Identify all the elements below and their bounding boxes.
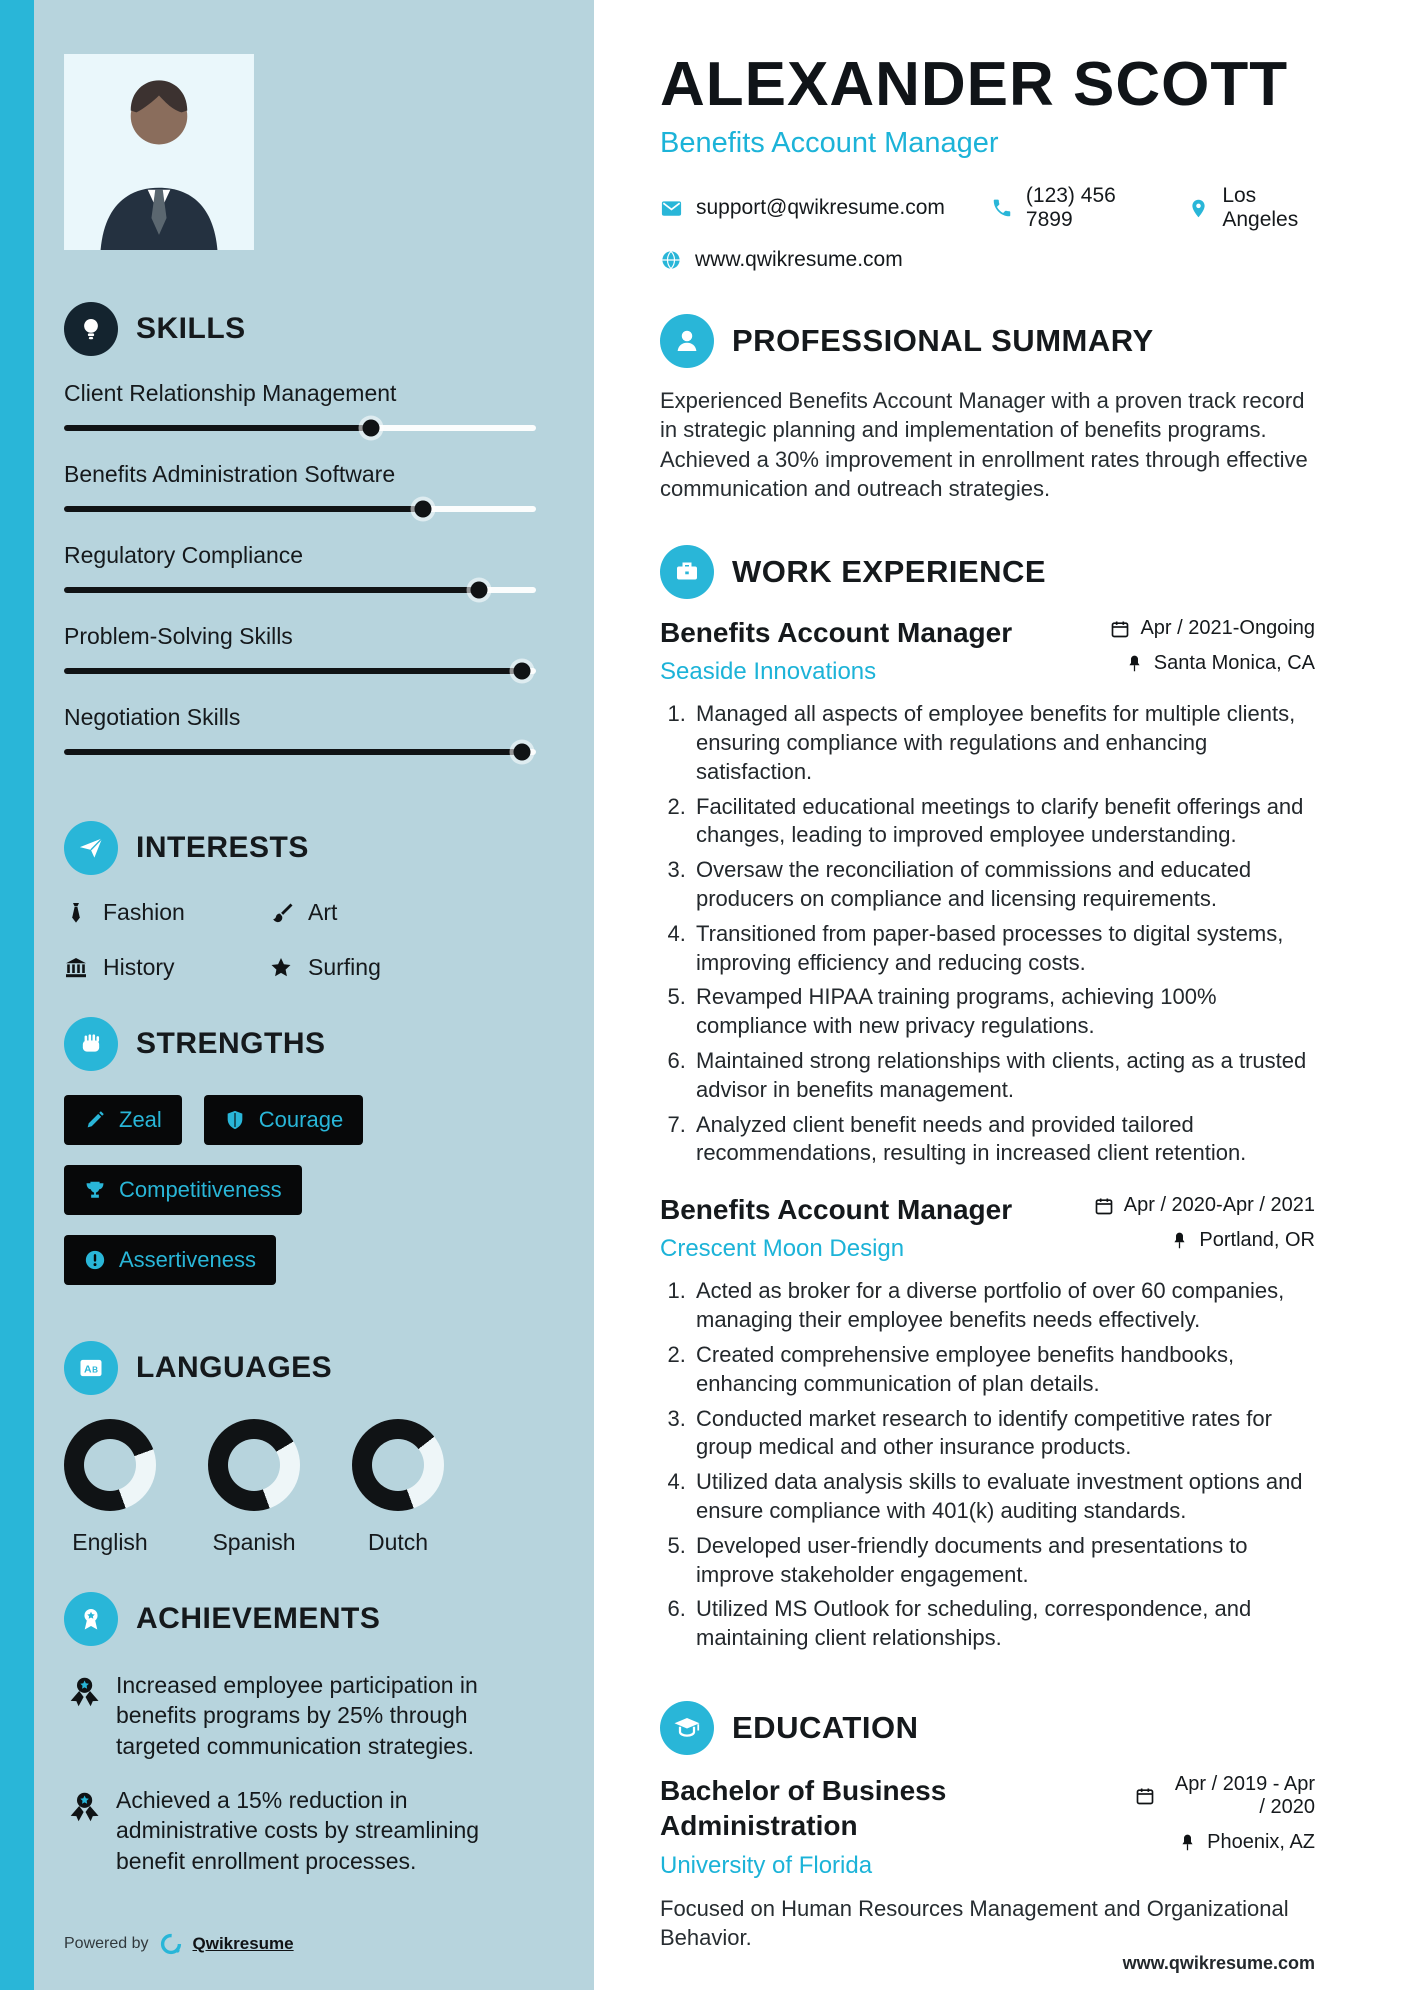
pushpin-icon — [1170, 1231, 1189, 1250]
museum-icon — [64, 956, 88, 980]
footer-website-link[interactable]: www.qwikresume.com — [1122, 1952, 1315, 1973]
strength-label: Competitiveness — [119, 1177, 282, 1202]
education-dates — [1135, 1773, 1315, 1819]
skill-item — [64, 461, 536, 512]
section-achievements — [64, 1592, 536, 1900]
sidebar — [34, 0, 594, 1990]
interest-item — [64, 899, 259, 926]
profile-photo — [64, 54, 254, 250]
person-portrait-icon — [64, 54, 254, 250]
skill-label: Negotiation Skills — [64, 704, 241, 730]
job-title-company — [660, 617, 1012, 686]
job-dates — [1094, 1194, 1315, 1217]
job-bullet: 1. Managed all aspects of employee benefits for multiple clients, ensuring compliance with regulations and enhancing satisfaction. — [692, 700, 1315, 786]
svg-text:A: A — [84, 1363, 92, 1376]
strengths-header — [64, 1017, 536, 1071]
language-card-icon — [64, 1341, 118, 1395]
main-footer — [660, 1953, 1315, 1974]
job-dates-text: Apr / 2021-Ongoing — [1140, 617, 1315, 640]
languages-header — [64, 1341, 536, 1395]
graduation-cap-icon — [660, 1701, 714, 1755]
education-header — [660, 1701, 1315, 1755]
work-desk-icon — [660, 545, 714, 599]
job-bullet: 4. Utilized data analysis skills to evaluate investment options and ensure compliance with 401(k) auditing standards. — [692, 1468, 1315, 1526]
paintbrush-icon — [269, 901, 293, 925]
sidebar-footer — [64, 1932, 536, 1956]
job-bullet: 1. Acted as broker for a diverse portfolio of over 60 companies, managing their employee benefits needs effectively. — [692, 1277, 1315, 1335]
skill-slider — [64, 425, 536, 431]
language-label: Spanish — [212, 1529, 296, 1555]
contact-row-website — [660, 248, 1315, 272]
person-name: ALEXANDER SCOTT — [660, 50, 1289, 119]
job-entry — [660, 1194, 1315, 1653]
slider-knob — [414, 501, 431, 518]
language-item — [208, 1419, 300, 1556]
medal-badge-icon — [64, 1592, 118, 1646]
interest-label: Surfing — [308, 954, 381, 980]
slider-knob — [513, 663, 530, 680]
interest-label: History — [103, 954, 175, 980]
strength-label: Courage — [258, 1107, 344, 1132]
job-title-company — [660, 1194, 1012, 1263]
skill-slider — [64, 587, 536, 593]
interest-label: Art — [308, 899, 338, 925]
section-languages — [64, 1341, 536, 1556]
school-name: University of Florida — [660, 1852, 873, 1880]
section-education — [660, 1701, 1315, 1953]
language-donut-chart — [208, 1419, 300, 1511]
resume-header — [660, 52, 1315, 272]
experience-heading: WORK EXPERIENCE — [732, 554, 1047, 590]
degree-school — [660, 1773, 1100, 1880]
skill-slider — [64, 749, 536, 755]
job-bullet-list — [660, 700, 1315, 1168]
powered-by-label: Powered by — [64, 1935, 149, 1952]
lightbulb-icon — [64, 302, 118, 356]
qwikresume-link[interactable]: Qwikresume — [192, 1934, 294, 1953]
person-job-title: Benefits Account Manager — [660, 127, 999, 160]
location-text: Los Angeles — [1222, 184, 1299, 232]
skill-item — [64, 704, 536, 755]
strength-chip — [64, 1165, 302, 1215]
job-bullet: 2. Facilitated educational meetings to clarify benefit offerings and changes, leading to improved employee understanding. — [692, 793, 1315, 851]
achievement-text: Achieved a 15% reduction in administrative costs by streamlining benefit enrollment processes. — [116, 1787, 480, 1874]
strength-chip-row — [64, 1165, 536, 1215]
svg-text:B: B — [92, 1365, 99, 1375]
job-bullet: 5. Revamped HIPAA training programs, achieving 100% compliance with new privacy regulations. — [692, 983, 1315, 1041]
education-location — [1178, 1831, 1315, 1854]
skills-heading: SKILLS — [136, 312, 246, 345]
skill-item — [64, 623, 536, 674]
strength-chip — [204, 1095, 363, 1145]
section-interests — [64, 821, 536, 981]
interest-item — [269, 954, 536, 981]
pushpin-icon — [1125, 654, 1144, 673]
languages-row — [64, 1419, 536, 1556]
email-link[interactable]: support@qwikresume.com — [696, 196, 945, 220]
skill-slider — [64, 668, 536, 674]
achievements-header — [64, 1592, 536, 1646]
shield-icon — [224, 1109, 246, 1131]
interest-item — [64, 954, 259, 981]
language-label: English — [72, 1529, 148, 1555]
exclamation-icon — [84, 1249, 106, 1271]
skills-header — [64, 302, 536, 356]
skill-item — [64, 542, 536, 593]
job-title: Benefits Account Manager — [660, 1194, 1013, 1226]
achievement-text: Increased employee participation in benefits programs by 25% through targeted communication strategies. — [116, 1672, 478, 1759]
job-location-text: Portland, OR — [1199, 1229, 1315, 1252]
skill-label: Client Relationship Management — [64, 380, 397, 406]
job-header — [660, 617, 1315, 686]
person-icon — [660, 314, 714, 368]
job-location — [1125, 652, 1315, 675]
fist-icon — [64, 1017, 118, 1071]
job-bullet-list — [660, 1277, 1315, 1653]
interest-label: Fashion — [103, 899, 185, 925]
achievement-item — [64, 1670, 536, 1761]
envelope-icon — [660, 197, 683, 220]
job-bullet: 6. Utilized MS Outlook for scheduling, correspondence, and maintaining client relationships. — [692, 1595, 1315, 1653]
skill-item — [64, 380, 536, 431]
strength-chip — [64, 1235, 276, 1285]
language-donut-chart — [64, 1419, 156, 1511]
trophy-icon — [84, 1179, 106, 1201]
job-bullet: 7. Analyzed client benefit needs and provided tailored recommendations, resulting in increased client retention. — [692, 1111, 1315, 1169]
medal-icon — [64, 1787, 102, 1825]
slider-knob — [362, 420, 379, 437]
section-skills — [64, 302, 536, 785]
skill-label: Problem-Solving Skills — [64, 623, 293, 649]
strength-label: Assertiveness — [119, 1247, 256, 1272]
strength-label: Zeal — [119, 1107, 162, 1132]
phone-icon — [991, 197, 1013, 219]
slider-knob — [513, 744, 530, 761]
calendar-icon — [1135, 1786, 1155, 1806]
section-strengths — [64, 1017, 536, 1305]
phone-number: (123) 456 7899 — [1025, 184, 1116, 232]
pen-icon — [84, 1109, 106, 1131]
map-marker-icon — [1188, 198, 1209, 219]
contact-location — [1188, 184, 1315, 232]
achievement-item — [64, 1785, 536, 1876]
language-item — [64, 1419, 156, 1556]
job-title: Benefits Account Manager — [660, 617, 1013, 649]
job-bullet: 3. Oversaw the reconciliation of commissions and educated producers on compliance and licensing requirements. — [692, 856, 1315, 914]
job-meta — [1110, 617, 1315, 675]
contact-email — [660, 196, 945, 220]
degree-title: Bachelor of Business Administration — [660, 1775, 947, 1842]
education-dates-text: Apr / 2019 - Apr / 2020 — [1174, 1773, 1315, 1819]
calendar-icon — [1094, 1196, 1114, 1216]
skill-slider — [64, 506, 536, 512]
interests-heading: INTERESTS — [136, 831, 309, 864]
main-content — [594, 0, 1407, 1990]
languages-heading: LANGUAGES — [136, 1351, 333, 1384]
website-link[interactable]: www.qwikresume.com — [695, 248, 903, 272]
job-dates-text: Apr / 2020-Apr / 2021 — [1123, 1194, 1315, 1217]
job-location-text: Santa Monica, CA — [1153, 652, 1315, 675]
strength-chip — [64, 1095, 182, 1145]
language-label: Dutch — [367, 1529, 429, 1555]
contact-phone — [991, 184, 1142, 232]
job-bullet: 2. Created comprehensive employee benefits handbooks, enhancing communication of plan details. — [692, 1341, 1315, 1399]
job-meta — [1094, 1194, 1315, 1252]
language-item — [352, 1419, 444, 1556]
slider-knob — [471, 582, 488, 599]
calendar-icon — [1110, 619, 1130, 639]
globe-icon — [660, 249, 682, 271]
skill-label: Benefits Administration Software — [64, 461, 396, 487]
qwikresume-logo-icon — [159, 1932, 183, 1956]
pushpin-icon — [1178, 1833, 1197, 1852]
education-note: Focused on Human Resources Management and Organizational Behavior. — [660, 1896, 1289, 1951]
job-company: Seaside Innovations — [660, 658, 877, 686]
education-meta — [1135, 1773, 1315, 1854]
job-company: Crescent Moon Design — [660, 1235, 905, 1263]
job-bullet: 4. Transitioned from paper-based processes to digital systems, improving efficiency and reducing costs. — [692, 920, 1315, 978]
summary-text: Experienced Benefits Account Manager with a proven track record in strategic planning and implementation of benefits programs. Achieved a 30% improvement in enrollment rates through effective communication and outreach strategies. — [660, 388, 1308, 501]
achievements-heading: ACHIEVEMENTS — [136, 1602, 381, 1635]
language-donut-chart — [352, 1419, 444, 1511]
skill-label: Regulatory Compliance — [64, 542, 304, 568]
medal-icon — [64, 1672, 102, 1710]
necktie-icon — [64, 901, 88, 925]
interests-header — [64, 821, 536, 875]
contact-website — [660, 248, 903, 272]
interests-grid — [64, 899, 536, 981]
job-dates — [1110, 617, 1315, 640]
paper-plane-icon — [64, 821, 118, 875]
interest-item — [269, 899, 536, 926]
education-heading: EDUCATION — [732, 1710, 919, 1746]
star-icon — [269, 956, 293, 980]
education-location-text: Phoenix, AZ — [1207, 1831, 1315, 1854]
strengths-heading: STRENGTHS — [136, 1027, 326, 1060]
strength-chip-row — [64, 1095, 536, 1145]
job-entry — [660, 617, 1315, 1168]
job-bullet: 5. Developed user-friendly documents and presentations to improve stakeholder engagement. — [692, 1532, 1315, 1590]
job-header — [660, 1194, 1315, 1263]
summary-heading: PROFESSIONAL SUMMARY — [732, 323, 1154, 359]
education-entry-header — [660, 1773, 1315, 1880]
accent-stripe — [0, 0, 34, 1990]
experience-header — [660, 545, 1315, 599]
job-bullet: 6. Maintained strong relationships with clients, acting as a trusted advisor in benefits management. — [692, 1047, 1315, 1105]
job-location — [1170, 1229, 1315, 1252]
job-bullet: 3. Conducted market research to identify competitive rates for group medical and other insurance products. — [692, 1405, 1315, 1463]
summary-header — [660, 314, 1315, 368]
strength-chip-row — [64, 1235, 536, 1285]
contact-row — [660, 184, 1315, 232]
section-summary — [660, 314, 1315, 503]
section-experience — [660, 545, 1315, 1659]
